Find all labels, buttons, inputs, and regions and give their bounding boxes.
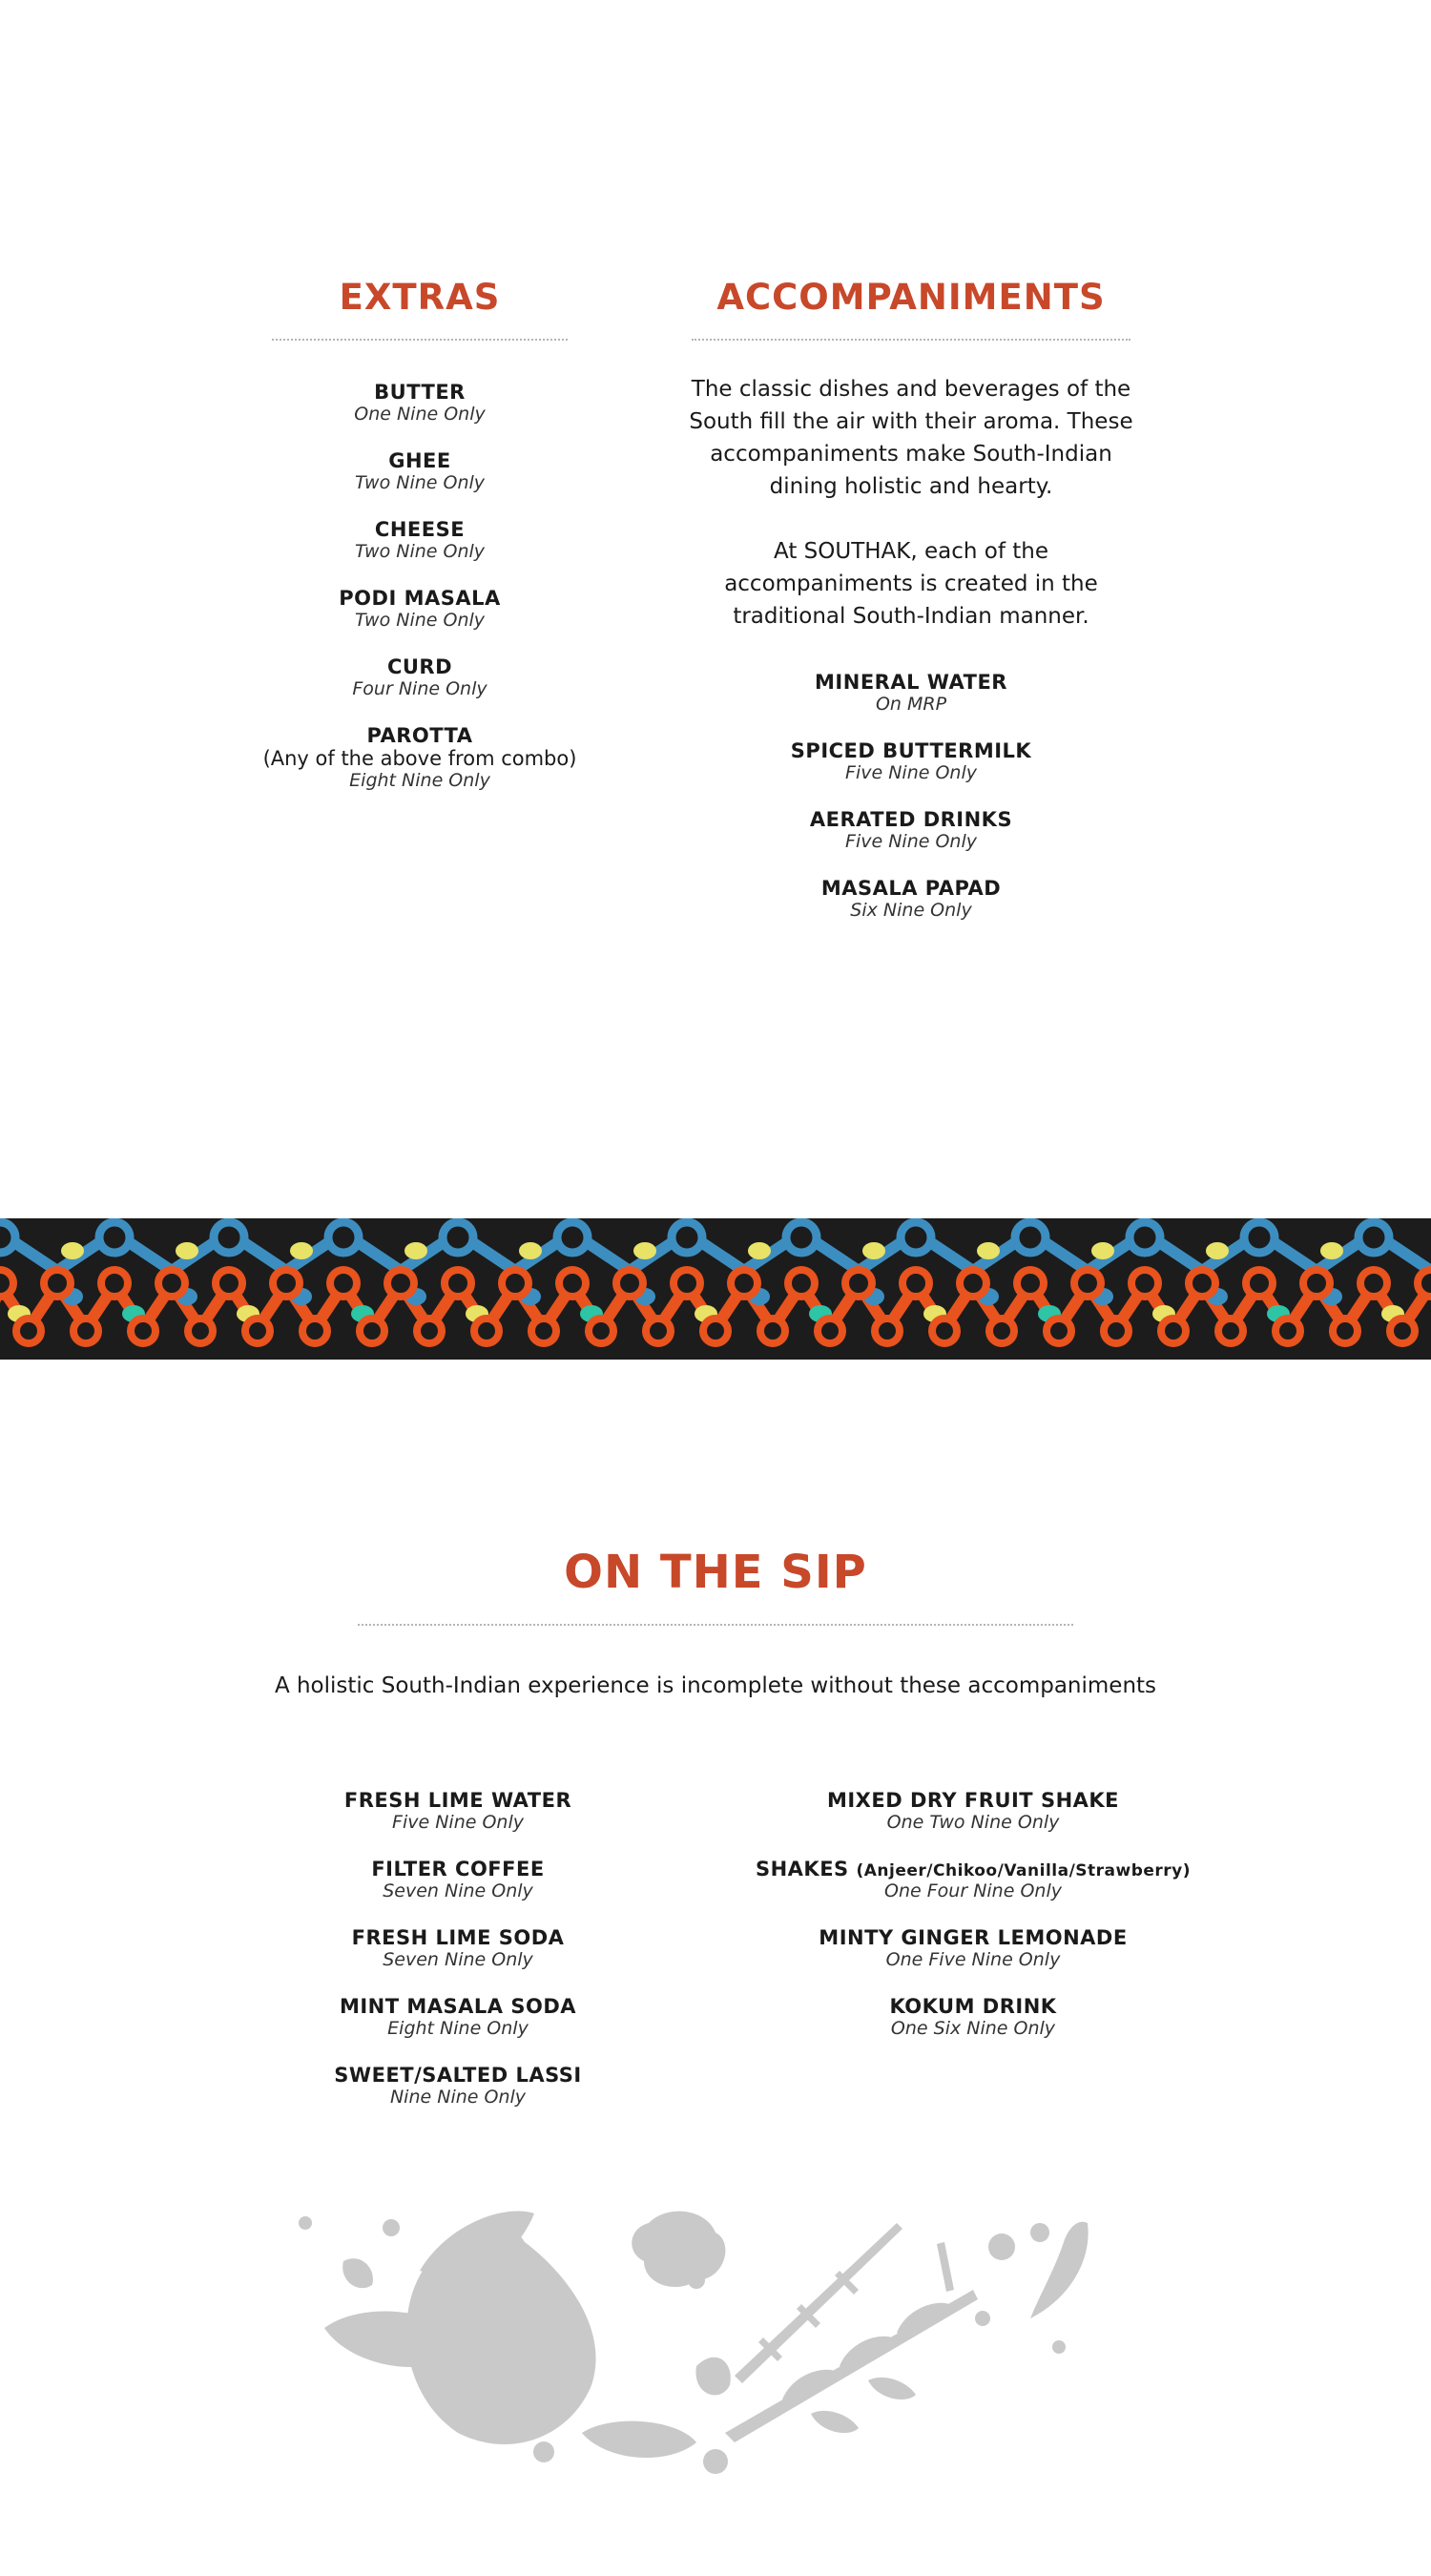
pattern-ring <box>616 1270 643 1297</box>
menu-item <box>315 1789 601 1833</box>
menu-item <box>258 381 582 425</box>
item-price: One Four Nine Only <box>884 1880 1062 1901</box>
menu-item <box>258 449 582 493</box>
pattern-ring <box>158 1270 185 1297</box>
pattern-ring <box>443 1222 473 1253</box>
accompaniments-section <box>687 277 1135 945</box>
pattern-ring <box>474 1319 499 1343</box>
pattern-ring <box>216 1270 242 1297</box>
item-name-text: SHAKES <box>755 1858 849 1880</box>
item-price: Eight Nine Only <box>349 770 490 791</box>
accompaniments-note: At SOUTHAK, each of the accompaniments is created in the traditional South-Indian manner. <box>724 539 1098 629</box>
pattern-ring <box>901 1222 931 1253</box>
pattern-ring <box>672 1222 702 1253</box>
accompaniments-title: ACCOMPANIMENTS <box>716 277 1106 318</box>
menu-item <box>744 1789 1202 1833</box>
item-price: Six Nine Only <box>850 900 972 921</box>
item-name: FILTER COFFEE <box>371 1858 545 1880</box>
pattern-ring <box>445 1270 471 1297</box>
pattern-ring <box>703 1319 728 1343</box>
menu-item <box>744 1995 1202 2039</box>
pattern-ring <box>245 1319 270 1343</box>
on-the-sip-tagline: A holistic South-Indian experience is incomplete without these accompaniments <box>274 1673 1157 1698</box>
pattern-ring <box>760 1319 785 1343</box>
item-price: Seven Nine Only <box>383 1880 533 1901</box>
pattern-ring <box>1275 1319 1300 1343</box>
pattern-ring <box>646 1319 671 1343</box>
peppercorn-icon <box>988 2233 1015 2260</box>
pattern-ring <box>960 1270 986 1297</box>
pattern-ring <box>44 1270 71 1297</box>
item-price: One Six Nine Only <box>890 2018 1056 2039</box>
pattern-dot <box>404 1242 427 1259</box>
pattern-ring <box>188 1319 213 1343</box>
pattern-ring <box>731 1270 757 1297</box>
pattern-ring <box>302 1319 327 1343</box>
pattern-ring <box>674 1270 700 1297</box>
on-the-sip-divider <box>358 1624 1073 1626</box>
on-the-sip-section <box>0 1546 1431 1702</box>
pattern-ring <box>557 1222 588 1253</box>
item-price: Nine Nine Only <box>389 2087 527 2108</box>
pattern-ring <box>1189 1270 1215 1297</box>
item-price: Two Nine Only <box>354 610 486 631</box>
pattern-ring <box>1130 1222 1160 1253</box>
extras-title: EXTRAS <box>339 277 501 318</box>
menu-item <box>315 1926 601 1970</box>
pattern-ring <box>1074 1270 1101 1297</box>
pattern-ring <box>387 1270 414 1297</box>
item-name: MINTY GINGER LEMONADE <box>819 1926 1128 1949</box>
extras-list <box>258 381 582 791</box>
item-name: PODI MASALA <box>339 587 501 610</box>
pattern-ring <box>1015 1222 1046 1253</box>
item-price: Eight Nine Only <box>387 2018 529 2039</box>
accompaniments-intro: The classic dishes and beverages of the South fill the air with their aroma. These accompaniments make South-Indian dining holistic and hearty. <box>689 377 1133 499</box>
menu-item <box>258 587 582 631</box>
item-name: CURD <box>386 655 453 678</box>
menu-item <box>258 518 582 562</box>
pattern-dot <box>748 1242 771 1259</box>
pattern-ring <box>1360 1270 1387 1297</box>
pattern-ring <box>0 1222 15 1253</box>
item-name: MASALA PAPAD <box>820 877 1002 900</box>
pattern-ring <box>1358 1222 1389 1253</box>
pattern-dot <box>176 1242 198 1259</box>
item-price: Two Nine Only <box>354 472 486 493</box>
flower-icon <box>632 2212 725 2287</box>
item-price: Five Nine Only <box>845 831 977 852</box>
item-name: MIXED DRY FRUIT SHAKE <box>826 1789 1120 1812</box>
pattern-ring <box>531 1319 556 1343</box>
pattern-ring <box>1218 1319 1243 1343</box>
pattern-ring <box>845 1270 872 1297</box>
menu-item <box>687 739 1135 783</box>
clove-icon <box>937 2242 954 2292</box>
sip-right-list <box>744 1789 1202 2064</box>
pattern-ring <box>1390 1319 1415 1343</box>
pattern-dot <box>1206 1242 1229 1259</box>
pattern-dot <box>1091 1242 1114 1259</box>
pattern-ring <box>559 1270 586 1297</box>
sip-left-list <box>315 1789 601 2132</box>
item-price: Four Nine Only <box>352 678 487 699</box>
extras-section <box>258 277 582 816</box>
item-price: One Two Nine Only <box>886 1812 1060 1833</box>
menu-item <box>744 1858 1202 1901</box>
item-name: MINT MASALA SODA <box>339 1995 577 2018</box>
item-name: GHEE <box>388 449 451 472</box>
pattern-ring <box>818 1319 842 1343</box>
pattern-dot <box>977 1242 1000 1259</box>
item-detail: (Anjeer/Chikoo/Vanilla/Strawberry) <box>856 1861 1192 1880</box>
pattern-ring <box>1303 1270 1330 1297</box>
pattern-ring <box>786 1222 817 1253</box>
rosemary-icon <box>735 2223 902 2383</box>
pattern-ring <box>101 1270 128 1297</box>
pattern-ring <box>502 1270 529 1297</box>
pattern-ring <box>73 1319 98 1343</box>
pattern-ring <box>99 1222 130 1253</box>
pattern-ring <box>1104 1319 1129 1343</box>
item-name: PAROTTA <box>366 724 473 747</box>
pattern-ring <box>902 1270 929 1297</box>
pattern-dot <box>61 1242 84 1259</box>
item-price: One Five Nine Only <box>885 1949 1061 1970</box>
pattern-ring <box>273 1270 300 1297</box>
pattern-ring <box>1246 1270 1273 1297</box>
menu-item <box>687 877 1135 921</box>
item-name: FRESH LIME WATER <box>343 1789 572 1812</box>
pattern-dot <box>633 1242 656 1259</box>
pattern-ring <box>0 1270 13 1297</box>
item-price: On MRP <box>875 694 947 715</box>
pattern-ring <box>989 1319 1014 1343</box>
item-price: Two Nine Only <box>354 541 486 562</box>
item-name: MINERAL WATER <box>815 671 1007 694</box>
item-name: CHEESE <box>374 518 466 541</box>
cardamom-icon <box>582 2421 696 2458</box>
pattern-ring <box>330 1270 357 1297</box>
pattern-ring <box>589 1319 613 1343</box>
pattern-ring <box>1244 1222 1275 1253</box>
menu-item <box>315 1995 601 2039</box>
pattern-ring <box>788 1270 815 1297</box>
folk-pattern-band <box>0 1218 1431 1360</box>
pattern-ring <box>1047 1319 1071 1343</box>
item-note: (Any of the above from combo) <box>262 747 577 770</box>
accompaniments-divider <box>692 339 1130 341</box>
item-price: Seven Nine Only <box>383 1949 533 1970</box>
menu-item <box>315 2064 601 2108</box>
menu-item <box>315 1858 601 1901</box>
extras-divider <box>272 339 568 341</box>
item-name: SWEET/SALTED LASSI <box>334 2064 582 2087</box>
item-name: KOKUM DRINK <box>889 1995 1057 2018</box>
accompaniments-list <box>687 671 1135 921</box>
pattern-ring <box>875 1319 900 1343</box>
pattern-ring <box>1017 1270 1044 1297</box>
pattern-ring <box>360 1319 384 1343</box>
pattern-ring <box>932 1319 957 1343</box>
menu-item <box>744 1926 1202 1970</box>
item-price: Five Nine Only <box>392 1812 524 1833</box>
pattern-ring <box>131 1319 156 1343</box>
pattern-ring <box>16 1319 41 1343</box>
pattern-dot <box>862 1242 885 1259</box>
item-price: One Nine Only <box>354 404 486 425</box>
on-the-sip-title: ON THE SIP <box>564 1546 867 1599</box>
item-name: SPICED BUTTERMILK <box>790 739 1032 762</box>
item-name: BUTTER <box>374 381 466 404</box>
pattern-ring <box>417 1319 442 1343</box>
pattern-ring <box>1418 1270 1431 1297</box>
item-name <box>744 1858 1202 1880</box>
pattern-dot <box>1320 1242 1343 1259</box>
menu-item <box>258 655 582 699</box>
item-price: Five Nine Only <box>845 762 977 783</box>
pattern-dot <box>290 1242 313 1259</box>
menu-item <box>687 671 1135 715</box>
item-name: AERATED DRINKS <box>809 808 1013 831</box>
pattern-ring <box>214 1222 244 1253</box>
menu-item <box>258 724 582 791</box>
menu-item <box>687 808 1135 852</box>
pattern-ring <box>1333 1319 1358 1343</box>
pattern-ring <box>1131 1270 1158 1297</box>
spices-illustration <box>286 2204 1145 2481</box>
item-name: FRESH LIME SODA <box>351 1926 565 1949</box>
pattern-ring <box>328 1222 359 1253</box>
pattern-dot <box>519 1242 542 1259</box>
pattern-ring <box>1161 1319 1186 1343</box>
